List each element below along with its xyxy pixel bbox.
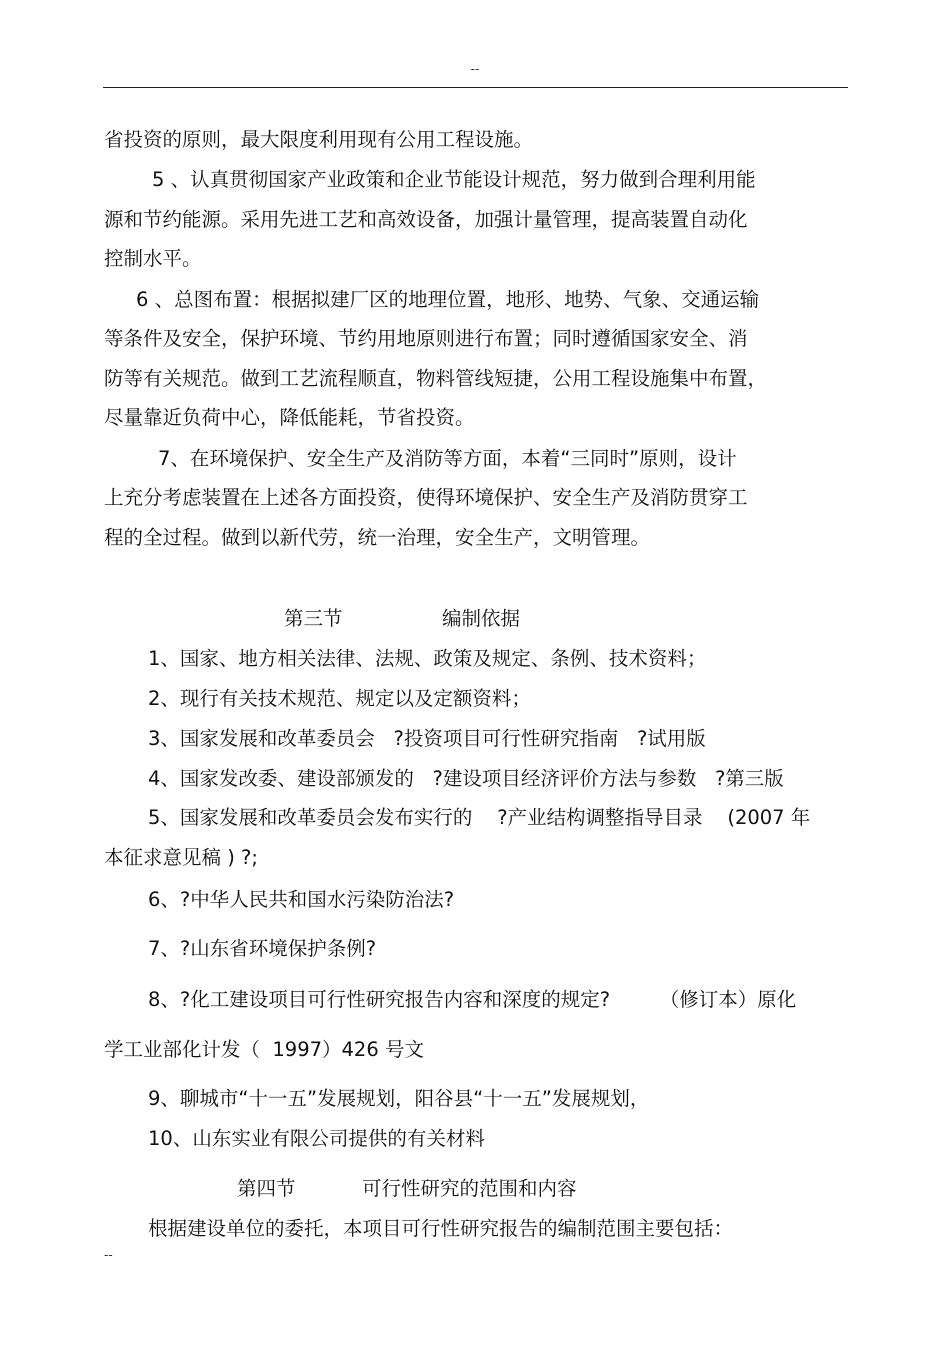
header-mark: -- [470,62,480,76]
paragraph-7-line: 上充分考虑装置在上述各方面投资，使得环境保护、安全生产及消防贯穿工 [104,486,748,509]
reference-item: 2、现行有关技术规范、规定以及定额资料； [148,687,531,710]
reference-item: 1、国家、地方相关法律、法规、政策及规定、条例、技术资料； [148,647,707,670]
reference-item: 9、聊城市“十一五”发展规划，阳谷县“十一五”发展规划， [148,1087,650,1110]
paragraph-7-line: 程的全过程。做到以新代劳，统一治理，安全生产，文明管理。 [104,526,651,549]
paragraph-6-line: 防等有关规范。做到工艺流程顺直，物料管线短捷，公用工程设施集中布置， [104,367,768,390]
reference-item: 6、?中华人民共和国水污染防治法? [148,888,455,911]
paragraph-7-line: 7、在环境保护、安全生产及消防等方面，本着“三同时”原则，设计 [158,447,737,470]
paragraph-5-line: 源和节约能源。采用先进工艺和高效设备，加强计量管理，提高装置自动化 [104,208,748,231]
reference-item: 5、国家发展和改革委员会发布实行的 ?产业结构调整指导目录 (2007 年 [148,806,811,829]
reference-item-continued: 本征求意见稿 ) ?; [104,846,258,869]
reference-item: 7、?山东省环境保护条例? [148,937,377,960]
reference-item: 10、山东实业有限公司提供的有关材料 [148,1127,485,1150]
reference-item: 4、国家发改委、建设部颁发的 ?建设项目经济评价方法与参数 ?第三版 [148,767,784,790]
reference-item-continued: 学工业部化计发（ 1997）426 号文 [104,1038,424,1061]
reference-item: 3、国家发展和改革委员会 ?投资项目可行性研究指南 ?试用版 [148,727,706,750]
paragraph-5-line: 控制水平。 [104,247,202,270]
section-3-number: 第三节 [284,607,343,630]
reference-item: 8、?化工建设项目可行性研究报告内容和深度的规定? （修订本）原化 [148,988,797,1011]
footer-mark: -- [104,1248,113,1262]
paragraph-6-line: 等条件及安全，保护环境、节约用地原则进行布置；同时遵循国家安全、消 [104,327,748,350]
section-4-intro: 根据建设单位的委托，本项目可行性研究报告的编制范围主要包括： [148,1217,734,1240]
paragraph-4-tail: 省投资的原则，最大限度利用现有公用工程设施。 [104,128,534,151]
paragraph-6-line: 6 、总图布置：根据拟建厂区的地理位置，地形、地势、气象、交通运输 [136,288,760,311]
section-4-title: 可行性研究的范围和内容 [362,1177,577,1200]
paragraph-5-line: 5 、认真贯彻国家产业政策和企业节能设计规范，努力做到合理利用能 [152,168,756,191]
section-3-title: 编制依据 [442,607,521,630]
header-rule [103,87,848,88]
paragraph-6-line: 尽量靠近负荷中心，降低能耗，节省投资。 [104,406,475,429]
section-4-number: 第四节 [237,1177,296,1200]
